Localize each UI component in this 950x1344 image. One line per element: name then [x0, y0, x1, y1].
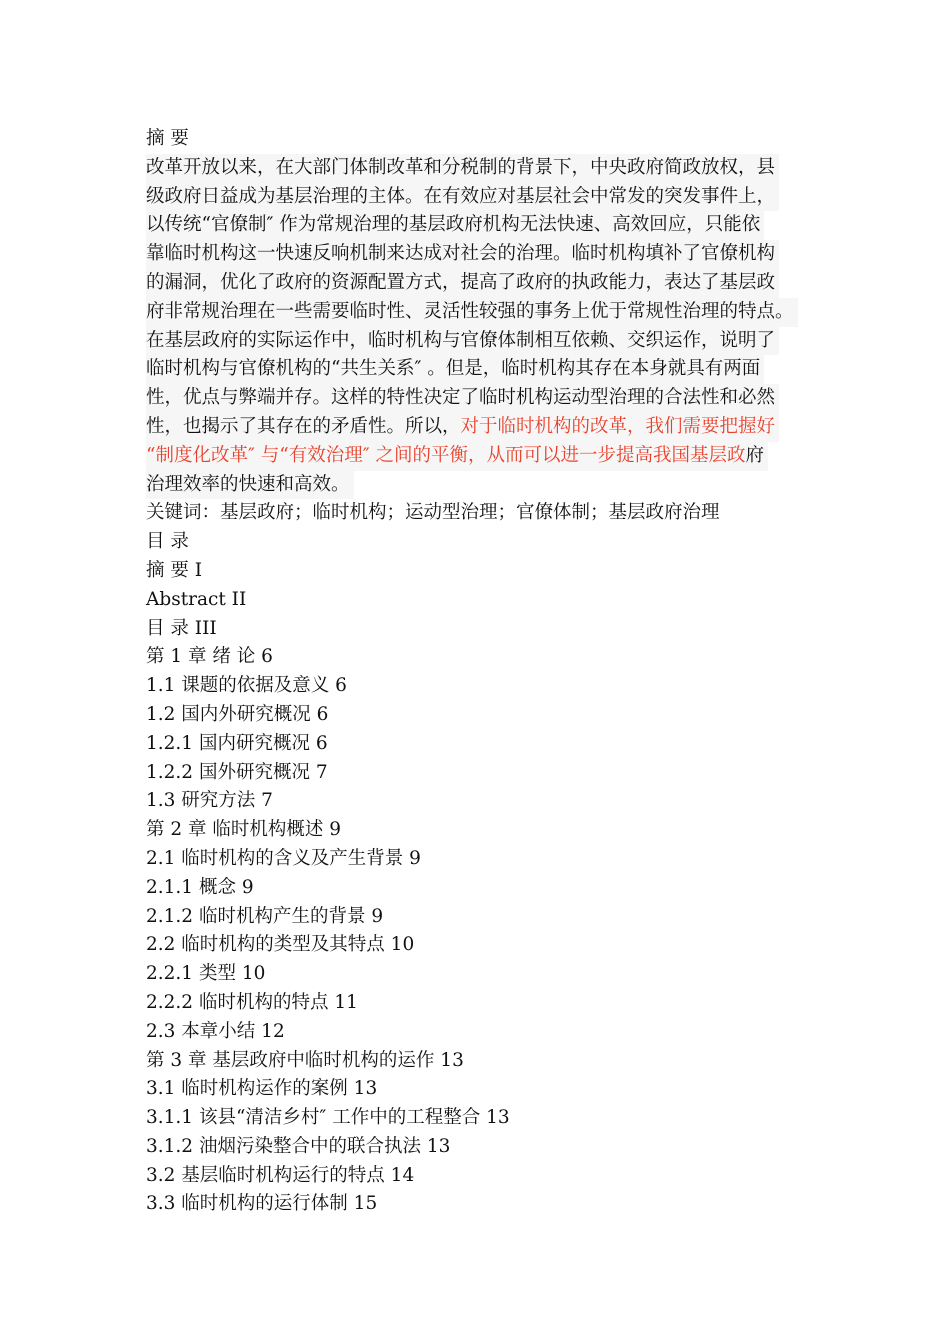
abstract-line-text: 治理效率的快速和高效。 — [146, 471, 354, 500]
abstract-line — [146, 211, 826, 240]
toc-entry[interactable]: 3.1.1 该县“清洁乡村″ 工作中的工程整合 13 — [146, 1107, 510, 1129]
toc-entry[interactable]: 2.2 临时机构的类型及其特点 10 — [146, 934, 415, 956]
abstract-line — [146, 240, 826, 269]
toc-entry[interactable]: 1.2 国内外研究概况 6 — [146, 703, 329, 725]
toc-entry[interactable]: 3.2 基层临时机构运行的特点 14 — [146, 1164, 415, 1186]
abstract-line-tail: 府 — [745, 444, 765, 466]
abstract-line — [146, 154, 826, 183]
toc-entry[interactable]: 2.2.2 临时机构的特点 11 — [146, 991, 358, 1013]
abstract-red-text: 对于临时机构的改革，我们需要把握好 — [460, 415, 776, 437]
abstract-line — [146, 298, 826, 327]
toc-entry[interactable]: 第 3 章 基层政府中临时机构的运作 13 — [146, 1049, 464, 1071]
abstract-line-text: 性，也揭示了其存在的矛盾性。所以， — [146, 415, 461, 437]
toc-entry[interactable]: 1.2.1 国内研究概况 6 — [146, 732, 328, 754]
toc-entry[interactable]: 第 2 章 临时机构概述 9 — [146, 819, 342, 841]
abstract-line — [146, 327, 826, 356]
abstract-line — [146, 442, 826, 471]
abstract-line-text: 府非常规治理在一些需要临时性、灵活性较强的事务上优于常规性治理的特点。 — [146, 298, 798, 327]
abstract-line-text: 临时机构与官僚机构的“共生关系″ 。但是，临时机构其存在本身就具有两面 — [146, 355, 764, 384]
toc-entry[interactable]: Abstract II — [146, 588, 247, 610]
toc-entry[interactable]: 2.2.1 类型 10 — [146, 963, 266, 985]
toc-entry[interactable]: 目 录 III — [146, 617, 217, 639]
toc-entry[interactable]: 3.3 临时机构的运行体制 15 — [146, 1193, 378, 1215]
toc-heading: 目 录 — [146, 531, 189, 553]
toc-entry[interactable]: 1.3 研究方法 7 — [146, 790, 273, 812]
abstract-line-text: 在基层政府的实际运作中，临时机构与官僚体制相互依赖、交织运作，说明了 — [146, 327, 779, 356]
abstract-line-text: 级政府日益成为基层治理的主体。在有效应对基层社会中常发的突发事件上， — [146, 183, 779, 212]
toc-entry[interactable]: 3.1 临时机构运作的案例 13 — [146, 1078, 378, 1100]
abstract-line — [146, 355, 826, 384]
abstract-line — [146, 183, 826, 212]
document-page — [146, 125, 826, 1219]
toc-entry[interactable]: 摘 要 I — [146, 559, 203, 581]
abstract-line-text: 以传统“官僚制″ 作为常规治理的基层政府机构无法快速、高效回应，只能依 — [146, 211, 764, 240]
abstract-line-text: 改革开放以来，在大部门体制改革和分税制的背景下，中央政府简政放权，县 — [146, 154, 779, 183]
toc-entry[interactable]: 3.1.2 油烟污染整合中的联合执法 13 — [146, 1135, 451, 1157]
toc-entry[interactable]: 2.1 临时机构的含义及产生背景 9 — [146, 847, 421, 869]
abstract-heading: 摘 要 — [146, 128, 189, 149]
keywords: 关键词：基层政府；临时机构；运动型治理；官僚体制；基层政府治理 — [146, 502, 720, 524]
toc-entry[interactable]: 1.2.2 国外研究概况 7 — [146, 761, 328, 783]
abstract-line-text: 的漏洞，优化了政府的资源配置方式，提高了政府的执政能力，表达了基层政 — [146, 269, 779, 298]
toc-list — [146, 557, 826, 1219]
toc-entry[interactable]: 2.1.2 临时机构产生的背景 9 — [146, 905, 384, 927]
abstract-line — [146, 413, 826, 442]
abstract-line-text: 性，优点与弊端并存。这样的特性决定了临时机构运动型治理的合法性和必然 — [146, 384, 779, 413]
abstract-line — [146, 269, 826, 298]
abstract-body — [146, 154, 826, 500]
toc-entry[interactable]: 2.1.1 概念 9 — [146, 876, 254, 898]
abstract-line — [146, 471, 826, 500]
abstract-line-text: 靠临时机构这一快速反响机制来达成对社会的治理。临时机构填补了官僚机构 — [146, 240, 779, 269]
toc-entry[interactable]: 2.3 本章小结 12 — [146, 1020, 285, 1042]
toc-entry[interactable]: 1.1 课题的依据及意义 6 — [146, 675, 347, 697]
toc-entry[interactable]: 第 1 章 绪 论 6 — [146, 646, 273, 668]
abstract-line — [146, 384, 826, 413]
abstract-red-text: “制度化改革″ 与“有效治理″ 之间的平衡，从而可以进一步提高我国基层政 — [146, 444, 746, 466]
